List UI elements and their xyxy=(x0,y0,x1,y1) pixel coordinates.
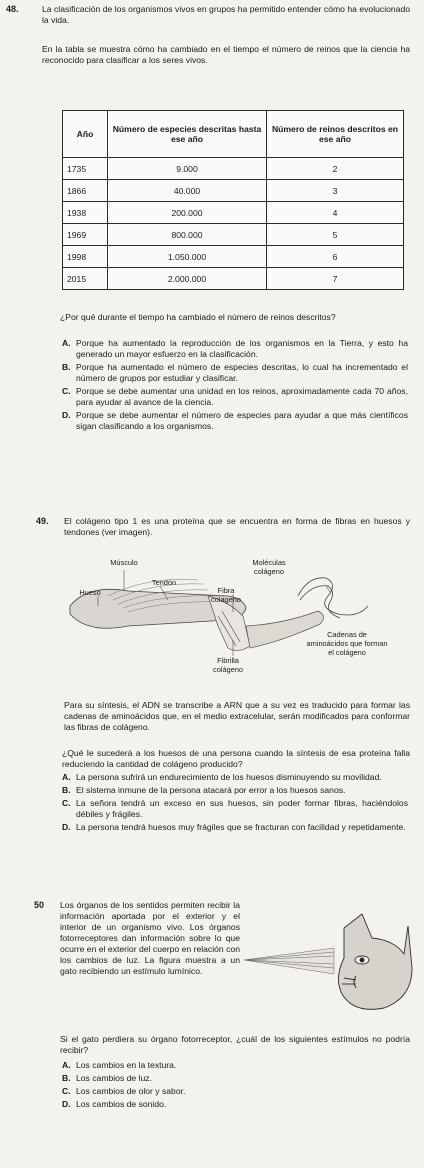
table-cell-species: 800.000 xyxy=(108,224,267,246)
option-b[interactable] xyxy=(62,1073,408,1084)
table-cell-year: 1998 xyxy=(63,246,108,268)
option-text: Porque ha aumentado la reproducción de los organismos en la Tierra, y esto ha generado un mayor esfuerzo en la clasificación. xyxy=(76,338,408,359)
option-letter: C. xyxy=(62,1086,71,1096)
table-header-row xyxy=(63,111,404,158)
table-cell-species: 200.000 xyxy=(108,202,267,224)
option-text: Porque ha aumentado el número de especies descritas, lo cual ha incrementado el número de grupos por estudiar y clasificar. xyxy=(76,362,408,383)
question-50-number: 50 xyxy=(34,900,45,910)
option-text: La señora tendrá un exceso en sus huesos, sin poder formar fibras, haciéndolos débiles y frágiles. xyxy=(76,798,408,819)
option-c[interactable] xyxy=(62,1086,408,1097)
question-49-number: 49. xyxy=(36,516,49,526)
option-letter: D. xyxy=(62,1099,71,1109)
question-48-intro: La clasificación de los organismos vivos en grupos ha permitido entender cómo ha evolucionado la vida. xyxy=(42,4,410,25)
table-row xyxy=(63,180,404,202)
option-letter: A. xyxy=(62,338,71,348)
label-cadenas: Cadenas de aminoácidos que forman el colágeno xyxy=(306,630,388,657)
label-hueso: Hueso xyxy=(79,588,101,597)
table-cell-kingdoms: 4 xyxy=(267,202,404,224)
table-cell-species: 9.000 xyxy=(108,158,267,180)
table-cell-species: 2.000.000 xyxy=(108,268,267,290)
label-moleculas: Moléculas colágeno xyxy=(252,558,286,576)
label-tendon: Tendón xyxy=(151,578,177,587)
collagen-figure xyxy=(68,556,398,686)
option-d[interactable] xyxy=(62,822,408,833)
cat-figure xyxy=(244,908,414,1018)
table-cell-year: 1938 xyxy=(63,202,108,224)
label-fibrilla: Fibrilla colágeno xyxy=(213,656,243,674)
table-row xyxy=(63,158,404,180)
table-cell-year: 2015 xyxy=(63,268,108,290)
option-letter: D. xyxy=(62,410,71,420)
question-48-options xyxy=(62,338,408,432)
species-kingdoms-table xyxy=(62,110,404,290)
question-50-prompt: Si el gato perdiera su órgano fotorreceptor, ¿cuál de los siguientes estímulos no podría recibir? xyxy=(60,1034,410,1055)
light-beam-shape xyxy=(244,948,334,974)
option-text: El sistema inmune de la persona atacará por error a los huesos sanos. xyxy=(76,785,346,795)
option-d[interactable] xyxy=(62,1099,408,1110)
option-letter: B. xyxy=(62,362,71,372)
table-row xyxy=(63,268,404,290)
option-letter: D. xyxy=(62,822,71,832)
option-c[interactable] xyxy=(62,386,408,408)
option-text: Los cambios de luz. xyxy=(76,1073,152,1083)
table-cell-kingdoms: 3 xyxy=(267,180,404,202)
question-49-prompt: ¿Qué le sucederá a los huesos de una persona cuando la síntesis de esa proteína falla reduciendo la cantidad de colágeno producido? xyxy=(62,748,410,769)
table-cell-species: 40.000 xyxy=(108,180,267,202)
option-text: Porque se debe aumentar el número de especies para ayudar a que más científicos sigan clasificando a los organismos. xyxy=(76,410,408,431)
option-text: La persona sufrirá un endurecimiento de los huesos disminuyendo su movilidad. xyxy=(76,772,382,782)
table-cell-kingdoms: 5 xyxy=(267,224,404,246)
table-cell-kingdoms: 2 xyxy=(267,158,404,180)
option-text: Los cambios de sonido. xyxy=(76,1099,167,1109)
table-cell-year: 1969 xyxy=(63,224,108,246)
option-a[interactable] xyxy=(62,772,408,783)
label-fibra: Fibra colágeno xyxy=(211,586,241,604)
option-text: Los cambios en la textura. xyxy=(76,1060,177,1070)
question-48-number: 48. xyxy=(6,4,19,14)
option-letter: C. xyxy=(62,798,71,808)
option-a[interactable] xyxy=(62,338,408,360)
option-letter: B. xyxy=(62,1073,71,1083)
table-row xyxy=(63,224,404,246)
question-49-paragraph: Para su síntesis, el ADN se transcribe a ARN que a su vez es traducido para formar las cadenas de aminoácidos que, en el medio extracelular, serán modificados para conformar las fibras de colágeno. xyxy=(64,700,410,732)
question-48-prompt: ¿Por qué durante el tiempo ha cambiado el número de reinos descritos? xyxy=(60,312,336,322)
table-header-kingdoms: Número de reinos descritos en ese año xyxy=(267,111,404,158)
option-letter: C. xyxy=(62,386,71,396)
option-b[interactable] xyxy=(62,362,408,384)
cat-illustration xyxy=(244,908,414,1018)
option-text: Porque se debe aumentar una unidad en los reinos, aproximadamente cada 70 años, para ayudar al avance de la ciencia. xyxy=(76,386,408,407)
table-cell-species: 1.050.000 xyxy=(108,246,267,268)
helix-shape xyxy=(298,578,368,618)
option-letter: A. xyxy=(62,1060,71,1070)
question-50-intro: Los órganos de los sentidos permiten recibir la información aportada por el exterior y el interior de un organismo vivo. Los órganos fotorreceptores dan información sobre lo que ocurre en el exterior del cuerpo en relación con los cambios de luz. La figura muestra a un gato recibiendo un estímulo lumínico. xyxy=(60,900,240,976)
question-50-options xyxy=(62,1060,408,1110)
cat-head-shape xyxy=(338,914,412,1009)
table-header-year: Año xyxy=(63,111,108,158)
table-header-species: Número de especies descritas hasta ese año xyxy=(108,111,267,158)
option-c[interactable] xyxy=(62,798,408,820)
option-text: Los cambios de olor y sabor. xyxy=(76,1086,186,1096)
table-cell-year: 1866 xyxy=(63,180,108,202)
option-a[interactable] xyxy=(62,1060,408,1071)
option-letter: A. xyxy=(62,772,71,782)
question-48-table-intro: En la tabla se muestra cómo ha cambiado en el tiempo el número de reinos que la ciencia ha reconocido para clasificar a los seres vivos. xyxy=(42,44,410,65)
option-text: La persona tendrá huesos muy frágiles que se fracturan con facilidad y repetidamente. xyxy=(76,822,406,832)
question-49-options xyxy=(62,772,408,833)
table-row xyxy=(63,202,404,224)
table-cell-kingdoms: 7 xyxy=(267,268,404,290)
option-d[interactable] xyxy=(62,410,408,432)
question-49-intro: El colágeno tipo 1 es una proteína que se encuentra en forma de fibras en huesos y tendones (ver imagen). xyxy=(64,516,410,537)
table-cell-kingdoms: 6 xyxy=(267,246,404,268)
table-cell-year: 1735 xyxy=(63,158,108,180)
option-letter: B. xyxy=(62,785,71,795)
label-musculo: Músculo xyxy=(110,558,138,567)
option-b[interactable] xyxy=(62,785,408,796)
table-row xyxy=(63,246,404,268)
